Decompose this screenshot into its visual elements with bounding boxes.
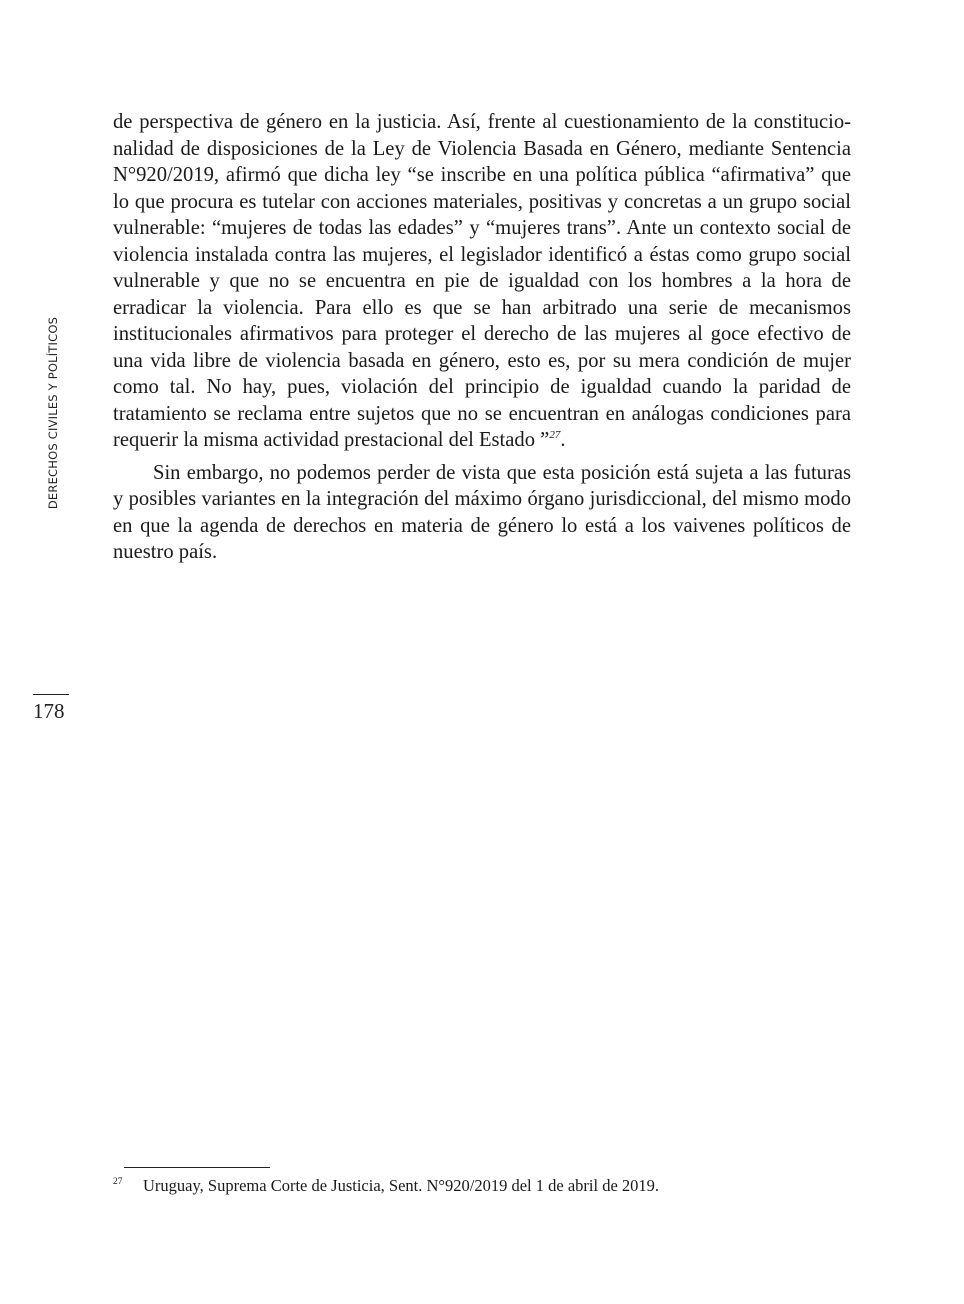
page-number: 178 (33, 699, 65, 723)
footnote-27 (113, 1175, 851, 1197)
footnote-reference-27[interactable]: 27 (549, 429, 561, 442)
footnote-number: 27 (113, 1177, 123, 1187)
footnote-separator (124, 1167, 270, 1168)
paragraph-1-end: . (560, 429, 566, 451)
footnote-text: Uruguay, Suprema Corte de Justicia, Sent. N°920/2019 del 1 de abril de 2019. (143, 1176, 660, 1195)
paragraph-2: Sin embargo, no podemos perder de vista que esta posición está sujeta a las futuras y posibles variantes en la integración del máximo órgano jurisdiccional, del mismo modo en que la agenda de derechos en materia de género lo está a los vaivenes políticos de nuestro país. (113, 461, 851, 563)
paragraph-1-text: de perspectiva de género en la justicia. Así, frente al cuestionamiento de la constitucionalidad de disposiciones de la Ley de Violencia Basada en Género, mediante Sentencia N°920/2019, afirmó que dicha ley “se inscribe en una política pública “afirmativa” que lo que procura es tutelar con acciones materiales, positivas y concretas a un grupo social vulnerable: “mujeres de todas las edades” y “mujeres trans”. Ante un contexto social de violencia instalada contra las mujeres, el legislador identificó a éstas como grupo social vulnerable y que no se encuentra en pie de igualdad con los hombres a la hora de erradicar la violencia. Para ello es que se han arbitrado una serie de mecanismos institucionales afirmativos para proteger el derecho de las mujeres al goce efectivo de una vida libre de violencia basada en género, esto es, por su mera condición de mujer como tal. No hay, pues, violación del principio de igualdad cuando la paridad de tratamiento se reclama entre sujetos que no se encuentran en análogas condiciones para requerir la misma actividad prestacional del Estado ” (113, 111, 851, 451)
running-section-title: DERECHOS CIVILES Y POLÍTICOS (46, 316, 60, 510)
paragraph-1 (113, 109, 851, 454)
body-text (113, 109, 851, 566)
page-number-rule (33, 694, 69, 695)
